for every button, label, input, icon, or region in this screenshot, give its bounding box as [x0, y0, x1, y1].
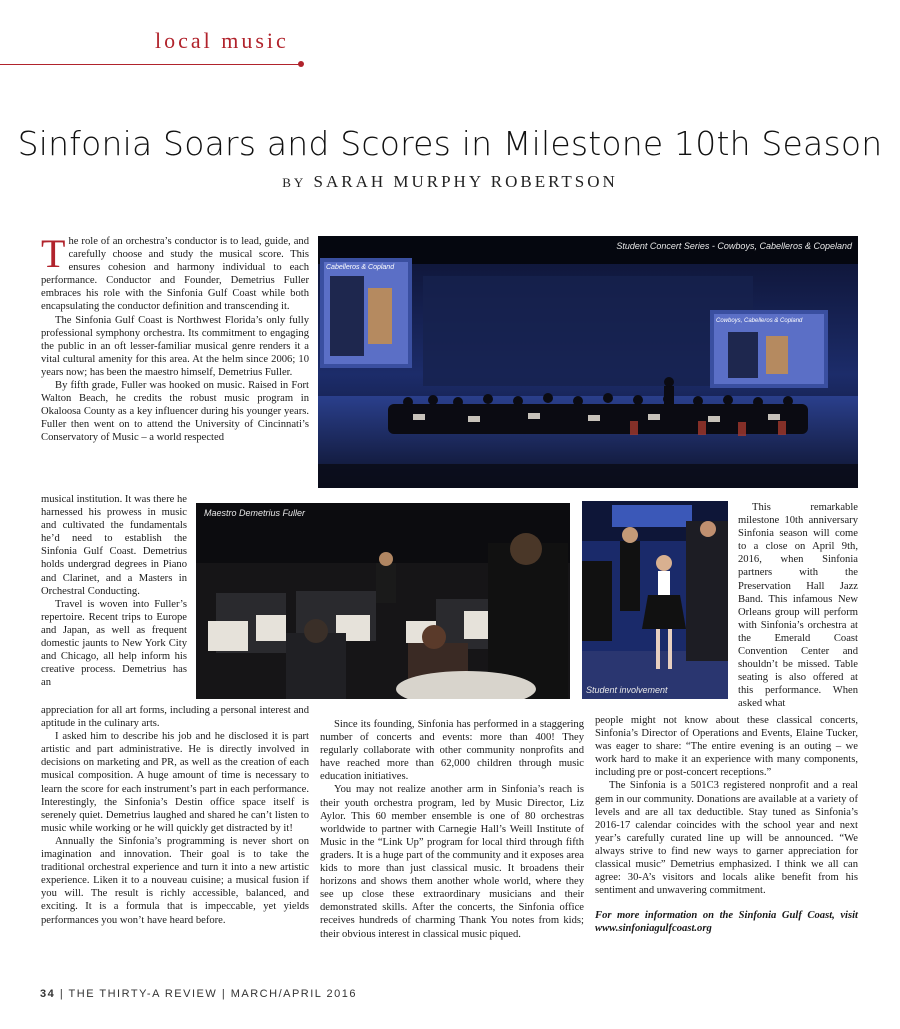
column-3-narrow	[738, 501, 858, 711]
column-2	[320, 718, 584, 941]
more-info-note: For more information on the Sinfonia Gulf Coast, visit www.sinfoniagulfcoast.org	[595, 910, 858, 935]
paragraph: Since its founding, Sinfonia has performed in a staggering number of concerts and events: more than 400! They regularly collaborate with other community nonprofits and have reached more than 62,000 children through music education initiatives.	[320, 719, 584, 783]
byline	[0, 172, 900, 192]
column-1-top	[41, 231, 309, 445]
maestro-photo	[196, 503, 570, 699]
maestro-photo-caption: Maestro Demetrius Fuller	[204, 508, 306, 518]
paragraph: musical institution. It was there he harnessed his prowess in music and cultivated the fundamentals he’d need to establish the Sinfonia Gulf Coast. Demetrius holds undergrad degrees in Piano and Clarinet, and a Masters in Orchestral Conducting.	[41, 494, 187, 597]
column-1-bottom	[41, 704, 309, 927]
intro-paragraph: The role of an orchestra’s conductor is to lead, guide, and carefully choose and study the musical score. This ensures cohesion and harmony individual to each performance. Conductor and Founder, Demetrius Fuller embraces his role with the Sinfonia Gulf Coast while both encapsulating the conductor definition and transcending it.	[41, 231, 309, 313]
paragraph: Annually the Sinfonia’s programming is never short on imagination and innovation. Their goal is to take the traditional orchestral experience and turn it into a new artistic experience. Liken it to a nouveau cuisine; a musical fusion if you will. The result is richly accessible, balanced, and exciting. It is a formula that is impeccable, yet yields performances you won’t have heard before.	[41, 835, 309, 926]
concert-photo	[318, 236, 858, 488]
student-photo	[582, 501, 728, 699]
section-rule-dot	[298, 61, 304, 67]
page-number: 34	[40, 988, 56, 1000]
paragraph: appreciation for all art forms, including a personal interest and aptitude in the culinary arts.	[41, 705, 309, 730]
student-photo-caption: Student involvement	[586, 685, 668, 695]
paragraph: Travel is woven into Fuller’s repertoire. Recent trips to Europe and Japan, as well as frequent domestic jaunts to New York City and Chicago, all help inform his creative process. Demetrius has an	[41, 598, 187, 689]
headline: Sinfonia Soars and Scores in Milestone 10th Season	[17, 124, 883, 163]
section-label: local music	[155, 28, 289, 53]
page-footer	[40, 988, 357, 1000]
paragraph: I asked him to describe his job and he disclosed it is part artistic and part administrative. He is directly involved in decisions on marketing and PR, as well as the creation of each musical composition. A huge amount of time is necessary to learn the score for each instrument’s part in each performance. Interestingly, the Sinfonia’s Destin office space itself is serenely quiet. Demetrius laughed and shared he can’t listen to music while working or he will quickly get distracted by it!	[41, 731, 309, 834]
concert-photo-caption: Student Concert Series - Cowboys, Cabelleros & Copeland	[616, 241, 852, 251]
paragraph: This remarkable milestone 10th anniversary Sinfonia season will come to a close on April 9th, 2016, when Sinfonia partners with the Preservation Hall Jazz Band. This infamous New Orleans group will perform with Sinfonia’s orchestra at the Emerald Coast Convention Center and shouldn’t be missed. Table seating is also offered at this performance. When asked what	[738, 502, 858, 710]
screen-right-text: Cowboys, Cabelleros & Copland	[716, 318, 803, 324]
footer-separator: |	[221, 988, 227, 1000]
footer-separator: |	[59, 988, 65, 1000]
publication-name: THE THIRTY-A REVIEW	[68, 988, 218, 1000]
column-3-bottom	[595, 714, 858, 936]
section-rule	[0, 64, 302, 65]
drop-cap: T	[41, 231, 66, 276]
screen-left-text: Cabelleros & Copland	[326, 264, 395, 271]
paragraph: The Sinfonia Gulf Coast is Northwest Florida’s only fully professional symphony orchestra. Its commitment to engaging the public in an oft lesser-familiar musical genre renders it a vital cultural amenity for this area. At the helm since 2006; 10 years now; has been the maestro himself, Demetrius Fuller.	[41, 314, 309, 378]
paragraph: By fifth grade, Fuller was hooked on music. Raised in Fort Walton Beach, he credits the robust music program in Okaloosa County as a key influencer during his younger years. Fuller then went on to attend the University of Cincinnati’s Conservatory of Music – a world respected	[41, 380, 309, 444]
column-1-narrow	[41, 493, 187, 689]
byline-author: SARAH MURPHY ROBERTSON	[313, 172, 618, 191]
paragraph: The Sinfonia is a 501C3 registered nonprofit and a real gem in our community. Donations are available at a variety of levels and are all tax deductible. Stay tuned as Sinfonia’s 2016-17 calendar coincides with the school year and next year’s carefully curated line up will be announced. “We always strive to find new ways to garner appreciation for classical music” Demetrius emphasized. I think we all can agree: 30-A’s visitors and locals alike benefit from his sentiment and unwavering commitment.	[595, 780, 858, 897]
byline-by: BY	[282, 175, 307, 190]
issue-date: MARCH/APRIL 2016	[230, 988, 358, 1000]
paragraph: people might not know about these classical concerts, Sinfonia’s Director of Operations and Events, Elaine Tucker, was eager to share: “The entire evening is an outing – we work hard to make it an experience with many components, including pre or post-concert receptions.”	[595, 715, 858, 779]
paragraph: You may not realize another arm in Sinfonia’s reach is their youth orchestra program, led by Music Director, Liz Aylor. This 60 member ensemble is one of 80 orchestras worldwide to partner with Carnegie Hall’s Weill Institute of Music in the “Link Up” program for local third through fifth graders. It is a huge part of the community and it exposes area kids to more than just classical music. It broadens their horizons and shows them another whole world, where they see up close these extraordinary musicians and their demonstrated skills. After the concerts, the Sinfonia office receives hundreds of charming Thank You notes from kids; their obvious interest in classical music piqued.	[320, 784, 584, 940]
